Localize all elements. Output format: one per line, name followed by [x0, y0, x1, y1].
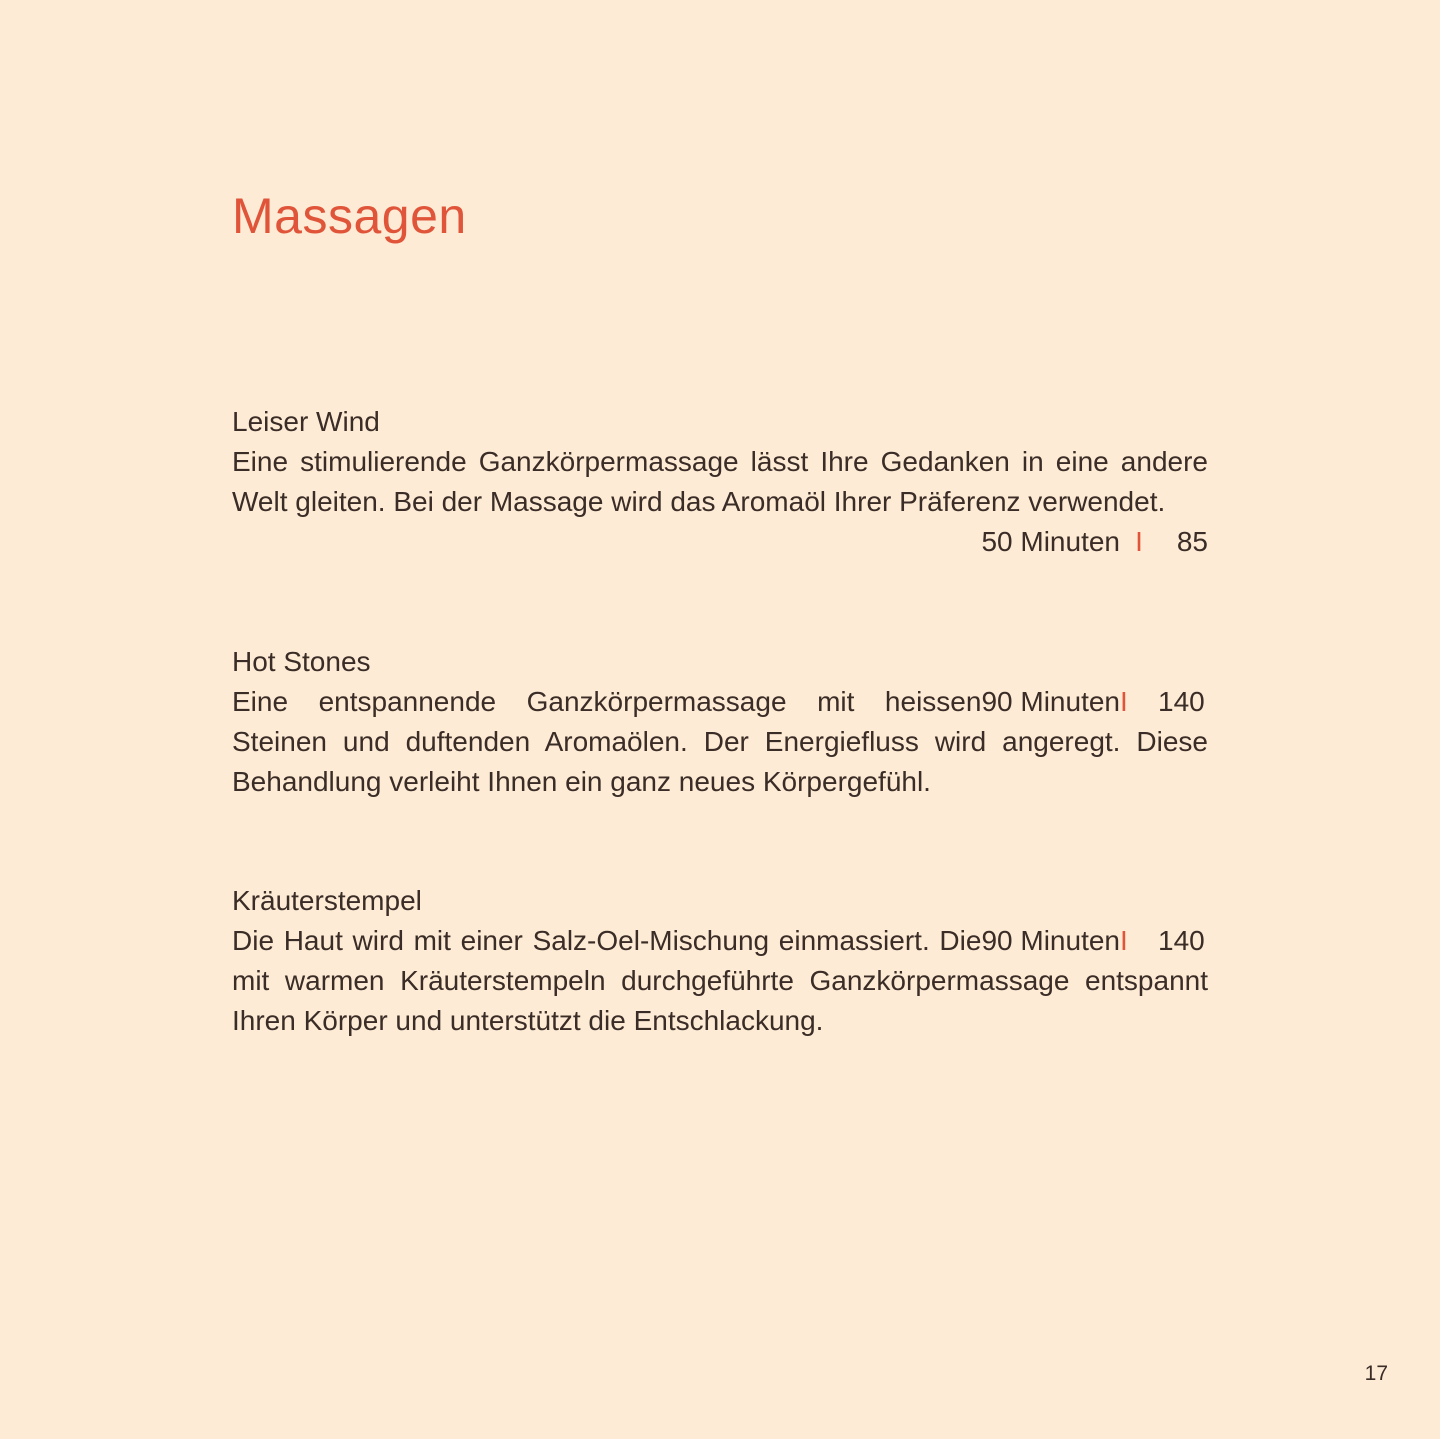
- treatment-price: 140: [1158, 925, 1205, 956]
- treatment-price-line: [981, 921, 1208, 961]
- price-separator: I: [1135, 526, 1143, 557]
- price-separator: I: [1120, 686, 1128, 717]
- treatment-price-line: [232, 522, 1208, 562]
- page-number: 17: [1364, 1362, 1388, 1385]
- treatment-duration: 90 Minuten: [981, 925, 1120, 956]
- treatment-description-wrap: [232, 921, 1208, 1041]
- treatment-kraeuterstempel: [232, 881, 1208, 1041]
- treatment-description-wrap: [232, 682, 1208, 802]
- treatment-duration: 50 Minuten: [981, 526, 1120, 557]
- treatment-description: Die Haut wird mit einer Salz-Oel-Mischung einmassiert. Die mit warmen Kräuterstempeln durchgeführte Ganzkörpermassage entspannt Ihren Körper und unterstützt die Entschlackung.: [232, 925, 1208, 1036]
- treatment-hot-stones: [232, 642, 1208, 802]
- treatment-leiser-wind: [232, 402, 1208, 562]
- treatment-name: Kräuterstempel: [232, 885, 422, 916]
- treatment-description: Eine stimulierende Ganzkörpermassage lässt Ihre Gedanken in eine andere Welt gleiten. Bei der Massage wird das Aromaöl Ihrer Präferenz verwendet.: [232, 446, 1208, 517]
- treatment-name: Leiser Wind: [232, 406, 380, 437]
- treatment-price: 140: [1158, 686, 1205, 717]
- page-title: Massagen: [232, 188, 467, 244]
- treatment-price-line: [981, 682, 1208, 722]
- treatment-duration: 90 Minuten: [981, 686, 1120, 717]
- treatment-price: 85: [1176, 526, 1208, 557]
- treatment-name: Hot Stones: [232, 646, 371, 677]
- price-separator: I: [1120, 925, 1128, 956]
- treatment-description: Eine entspannende Ganzkörpermassage mit heissen Steinen und duftenden Aromaölen. Der Energiefluss wird angeregt. Diese Behandlung verleiht Ihnen ein ganz neues Körpergefühl.: [232, 686, 1208, 797]
